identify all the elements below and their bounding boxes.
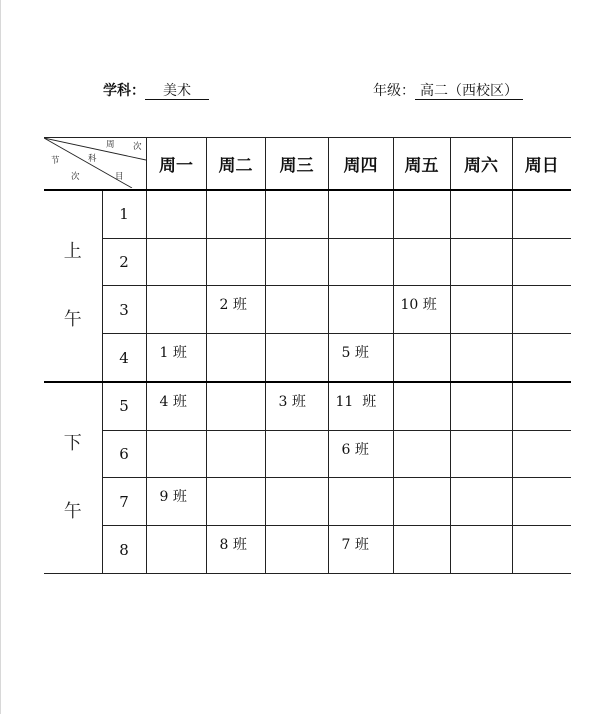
day-header-mon: 周一 [146,138,206,190]
schedule-cell [512,334,571,382]
schedule-cell [146,190,206,238]
corner-label-ci-top: 次 [133,142,142,152]
schedule-cell [265,238,328,286]
schedule-cell [393,286,450,334]
period-number: 1 [102,190,146,238]
header-row [44,138,571,190]
schedule-cell [146,478,206,526]
schedule-cell [328,286,393,334]
schedule-cell [265,190,328,238]
schedule-cell [450,190,512,238]
morning-label-line-1: 上 [63,240,82,262]
grade-label: 年级： [373,83,415,99]
class-label: 3 班 [278,393,306,410]
schedule-cell [512,190,571,238]
schedule-cell [393,526,450,574]
day-header-fri: 周五 [393,138,450,190]
period-row-1 [44,190,571,238]
period-number: 8 [102,526,146,574]
schedule-cell [265,286,328,334]
schedule-cell [450,526,512,574]
timetable [44,137,571,574]
grade-field [373,80,523,100]
schedule-cell [393,430,450,478]
schedule-cell [512,430,571,478]
schedule-cell [393,238,450,286]
schedule-cell [512,478,571,526]
period-number: 3 [102,286,146,334]
corner-label-zhou: 周 [106,140,115,150]
period-row-3 [44,286,571,334]
class-label: 2 班 [219,297,247,314]
day-header-sun: 周日 [512,138,571,190]
corner-label-ke: 科 [88,154,97,164]
afternoon-label-line-2: 午 [63,500,82,522]
schedule-cell [206,526,265,574]
schedule-cell [393,334,450,382]
class-label: 8 班 [219,537,247,554]
day-header-tue: 周二 [206,138,265,190]
subject-value: 美术 [145,83,209,100]
schedule-cell [393,382,450,430]
subject-label: 学科： [103,83,145,99]
day-header-thu: 周四 [328,138,393,190]
schedule-cell [450,286,512,334]
period-number: 5 [102,382,146,430]
corner-header-cell [44,138,146,190]
schedule-cell [512,382,571,430]
schedule-cell [328,190,393,238]
schedule-cell [512,286,571,334]
period-row-7 [44,478,571,526]
period-row-4 [44,334,571,382]
morning-label-line-2: 午 [63,308,82,330]
schedule-cell [206,478,265,526]
schedule-cell [265,430,328,478]
schedule-cell [206,286,265,334]
subject-field [103,80,209,100]
class-label: 7 班 [341,537,369,554]
schedule-cell [206,382,265,430]
schedule-cell [146,430,206,478]
schedule-cell [393,478,450,526]
corner-label-jie: 节 [51,156,60,166]
schedule-cell [265,526,328,574]
schedule-cell [328,238,393,286]
schedule-cell [328,526,393,574]
schedule-cell [328,382,393,430]
schedule-cell [450,478,512,526]
class-label: 11 班 [335,393,377,410]
class-label: 5 班 [341,345,369,362]
grade-value: 高二（西校区） [415,83,523,100]
schedule-cell [450,430,512,478]
page-edge [0,0,1,714]
period-row-8 [44,526,571,574]
morning-label [44,190,102,382]
schedule-cell [146,286,206,334]
schedule-cell [206,190,265,238]
schedule-cell [206,238,265,286]
schedule-cell [450,238,512,286]
class-label: 9 班 [159,489,187,506]
period-row-5 [44,382,571,430]
day-header-wed: 周三 [265,138,328,190]
schedule-cell [265,478,328,526]
schedule-cell [328,430,393,478]
corner-label-mu: 目 [115,172,124,182]
schedule-cell [146,526,206,574]
class-label: 4 班 [159,393,187,410]
period-number: 6 [102,430,146,478]
schedule-cell [450,334,512,382]
period-number: 7 [102,478,146,526]
afternoon-label-line-1: 下 [63,432,82,454]
class-label: 6 班 [341,441,369,458]
class-label: 10 班 [400,297,437,314]
schedule-cell [393,190,450,238]
schedule-cell [146,334,206,382]
day-header-sat: 周六 [450,138,512,190]
schedule-cell [146,382,206,430]
schedule-cell [328,478,393,526]
schedule-cell [265,334,328,382]
afternoon-label [44,382,102,574]
schedule-cell [512,526,571,574]
class-label: 1 班 [159,345,187,362]
schedule-cell [206,430,265,478]
period-number: 2 [102,238,146,286]
schedule-cell [146,238,206,286]
schedule-cell [206,334,265,382]
period-row-2 [44,238,571,286]
period-number: 4 [102,334,146,382]
schedule-cell [450,382,512,430]
schedule-cell [328,334,393,382]
period-row-6 [44,430,571,478]
corner-label-ci-bottom: 次 [71,172,80,182]
schedule-cell [512,238,571,286]
schedule-cell [265,382,328,430]
